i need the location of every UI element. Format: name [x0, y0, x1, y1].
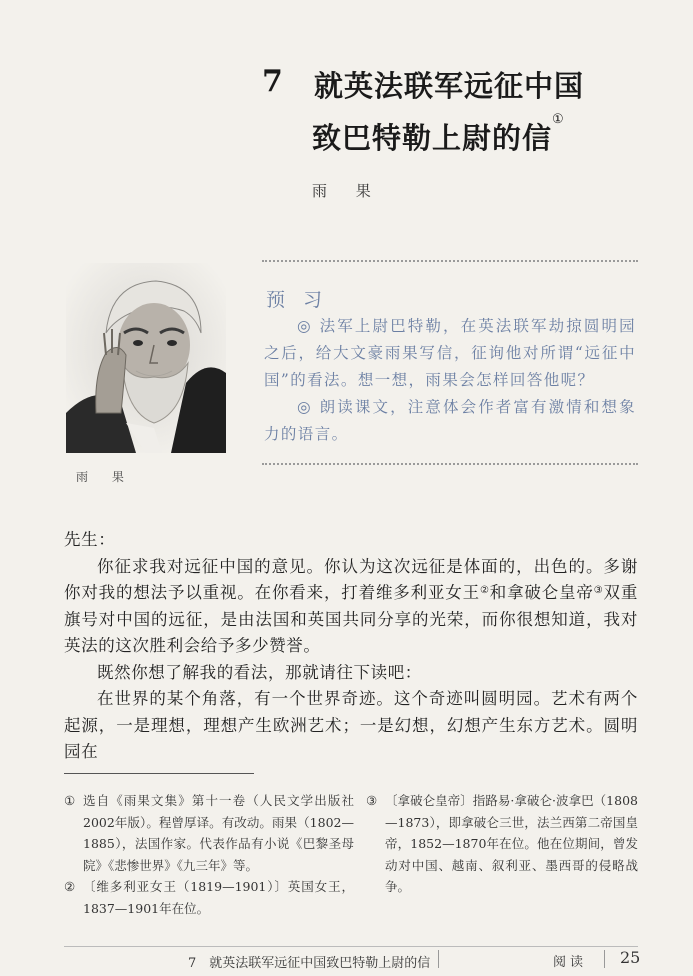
body-p1-part-a: 你征求我对远征中国的意见。你认为这次远征是体面的，出色的。多谢你对我的想法予以重视。在你看来，打着维多利亚女王 — [64, 556, 638, 602]
portrait-caption: 雨 果 — [76, 470, 134, 484]
author-name: 雨 果 — [312, 182, 383, 200]
footer-running-title: 7 就英法联军远征中国致巴特勒上尉的信 — [188, 956, 431, 971]
body-paragraph-1 — [64, 554, 638, 660]
footnotes-left-column — [64, 790, 354, 919]
footnote-3-text: 〔拿破仑皇帝〕指路易·拿破仑·波拿巴（1808—1873），即拿破仑三世，法兰西第二帝国皇帝，1852—1870年在位。他在位期间，曾发动对中国、越南、叙利亚、墨西哥的侵略战争。 — [385, 793, 638, 894]
footnote-3 — [366, 790, 638, 898]
page-number: 25 — [620, 948, 641, 967]
footnote-ref-3: ③ — [593, 585, 604, 596]
lesson-title-line2 — [312, 112, 565, 157]
footnote-2-mark: ② — [64, 879, 76, 894]
footnote-2-text: 〔维多利亚女王（1819—1901）〕英国女王，1837—1901年在位。 — [83, 879, 354, 916]
body-p1-part-b: 和拿破仑皇帝 — [489, 583, 594, 602]
preview-heading: 预 习 — [266, 289, 329, 311]
footnote-ref-1: ① — [552, 112, 565, 127]
footnotes-right-column — [366, 790, 638, 898]
footnote-2 — [64, 876, 354, 919]
lesson-number: 7 — [262, 64, 283, 99]
footnote-1-mark: ① — [64, 793, 76, 808]
footnote-3-mark: ③ — [366, 793, 378, 808]
footer-separator-left — [438, 950, 439, 968]
body-paragraph-2: 既然你想了解我的看法，那就请往下读吧： — [97, 662, 422, 682]
preview-item-1: ◎ 法军上尉巴特勒，在英法联军劫掠圆明园之后，给大文豪雨果写信，征询他对所谓“远征中国”的看法。想一想，雨果会怎样回答他呢？ — [264, 317, 636, 389]
lesson-title-line2-text: 致巴特勒上尉的信 — [312, 121, 553, 155]
footnote-1-text: 选自《雨果文集》第十一卷（人民文学出版社2002年版）。程曾厚译。有改动。雨果（1802—1885），法国作家。代表作品有小说《巴黎圣母院》《悲惨世界》《九三年》等。 — [83, 793, 354, 873]
portrait-image — [66, 263, 226, 453]
footnote-1 — [64, 790, 354, 876]
footnote-divider — [64, 773, 254, 774]
preview-body — [264, 313, 636, 448]
lesson-title-line1: 就英法联军远征中国 — [314, 69, 585, 103]
preview-bottom-divider — [262, 463, 638, 465]
salutation: 先生： — [64, 530, 116, 549]
footer-divider — [64, 946, 638, 947]
preview-top-divider — [262, 260, 638, 262]
body-paragraph-3: 在世界的某个角落，有一个世界奇迹。这个奇迹叫圆明园。艺术有两个起源，一是理想，理想产生欧洲艺术；一是幻想，幻想产生东方艺术。圆明园在 — [64, 689, 638, 761]
footnote-ref-2: ② — [479, 585, 490, 596]
letter-body — [64, 527, 638, 766]
body-p1-part-c: 双重旗号对中国的远征，是由法国和英国共同分享的光荣，而你很想知道，我对英法的这次胜利会给予多少赞誉。 — [64, 583, 638, 655]
footer-section-label: 阅读 — [553, 955, 588, 970]
preview-item-2: ◎ 朗读课文，注意体会作者富有激情和想象力的语言。 — [264, 398, 636, 443]
footer-separator-right — [604, 950, 605, 968]
